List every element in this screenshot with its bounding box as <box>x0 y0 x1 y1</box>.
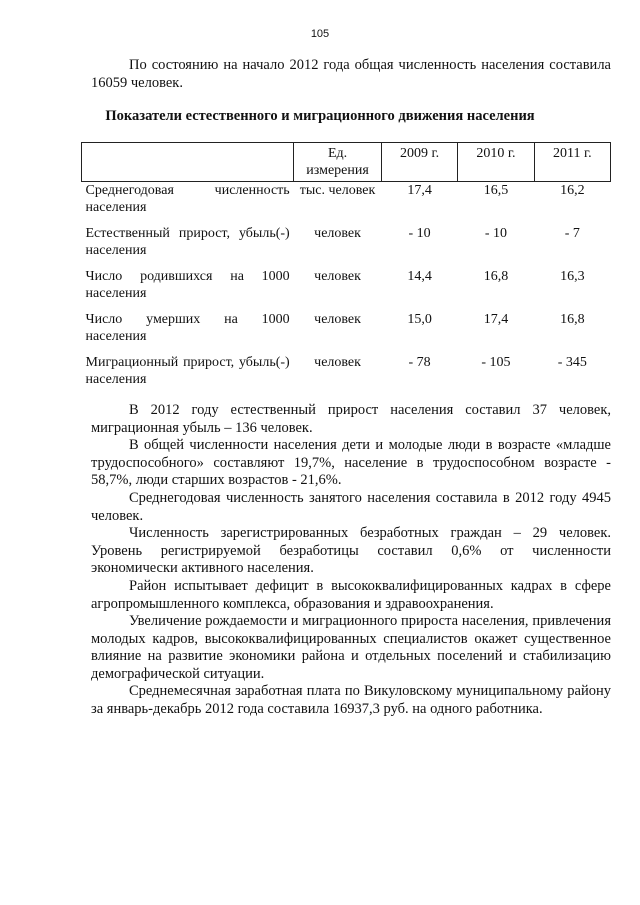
value-2011: 16,2 <box>560 183 585 198</box>
table-row <box>82 311 611 354</box>
row-unit: человек <box>314 312 361 327</box>
value-2011: - 345 <box>557 355 587 370</box>
paragraph-staff-shortage: Район испытывает дефицит в высококвалифицированных кадрах в сфере агропромышленного комплекса, образования и здравоохранения. <box>91 578 611 612</box>
row-label: Среднегодовая численность населения <box>85 183 290 215</box>
page-number: 105 <box>310 28 330 40</box>
paragraph-unemployment: Численность зарегистрированных безработных граждан – 29 человек. Уровень регистрируемой безработицы составил 0,6% от численности экономически активного населения. <box>91 525 611 576</box>
value-2010: - 10 <box>484 226 508 241</box>
value-2009: 17,4 <box>407 183 432 198</box>
header-2009: 2009 г. <box>381 143 457 182</box>
row-unit: человек <box>314 355 361 370</box>
paragraph-natural-increase: В 2012 году естественный прирост населения составил 37 человек, миграционная убыль – 136 человек. <box>91 402 611 436</box>
table-row <box>82 354 611 397</box>
value-2010: 16,5 <box>483 183 509 198</box>
row-label: Число умерших на 1000 населения <box>85 312 290 344</box>
header-2011: 2011 г. <box>534 143 610 182</box>
header-unit: Ед. измерения <box>294 143 382 182</box>
paragraph-salary: Среднемесячная заработная плата по Викуловскому муниципальному району за январь-декабрь 2012 года составила 16937,3 руб. на одного работника. <box>91 683 611 717</box>
intro-paragraph: По состоянию на начало 2012 года общая численность населения составила 16059 человек. <box>91 57 611 91</box>
header-2010: 2010 г. <box>458 143 534 182</box>
paragraph-employment: Среднегодовая численность занятого населения составила в 2012 году 4945 человек. <box>91 490 611 524</box>
value-2010: 17,4 <box>483 312 509 327</box>
row-label: Естественный прирост, убыль(-) населения <box>85 226 290 258</box>
value-2011: 16,3 <box>560 269 585 284</box>
paragraph-demography: Увеличение рождаемости и миграционного прироста населения, привлечения молодых кадров, высококвалифицированных специалистов окажет существенное влияние на развитие экономики района и отдельных поселений и стабилизацию демографической ситуации. <box>91 613 611 682</box>
table-row <box>82 182 611 226</box>
table-row <box>82 268 611 311</box>
header-blank-cell <box>82 143 294 182</box>
value-2009: - 10 <box>408 226 431 241</box>
value-2009: - 78 <box>408 355 431 370</box>
paragraph-age-structure: В общей численности населения дети и молодые люди в возрасте «младше трудоспособного» составляют 19,7%, население в трудоспособном возрасте - 58,7%, люди старших возрастов - 21,6%. <box>91 437 611 488</box>
table-header-row <box>82 143 611 182</box>
row-label: Миграционный прирост, убыль(-) населения <box>85 355 290 387</box>
value-2010: - 105 <box>481 355 511 370</box>
table-title: Показатели естественного и миграционного движения населения <box>105 108 535 124</box>
value-2011: 16,8 <box>560 312 585 327</box>
row-label: Число родившихся на 1000 населения <box>85 269 290 301</box>
row-unit: человек <box>314 226 361 241</box>
population-table <box>81 142 611 397</box>
row-unit: тыс. человек <box>299 183 376 198</box>
row-unit: человек <box>314 269 361 284</box>
table-row <box>82 225 611 268</box>
value-2011: - 7 <box>564 226 580 241</box>
value-2009: 14,4 <box>407 269 432 284</box>
value-2010: 16,8 <box>483 269 509 284</box>
value-2009: 15,0 <box>407 312 432 327</box>
